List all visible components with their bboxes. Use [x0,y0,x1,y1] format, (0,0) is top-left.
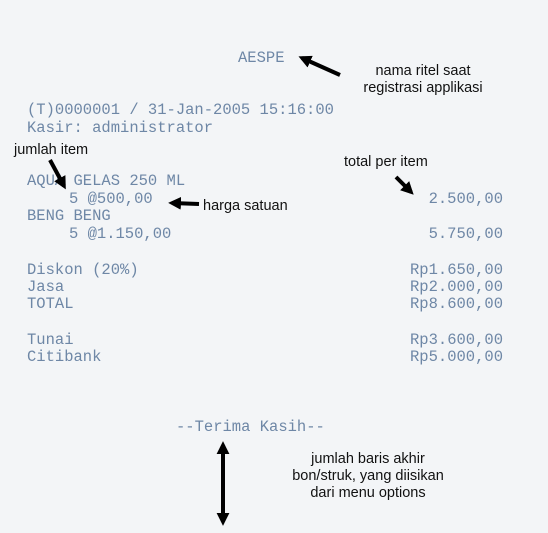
item-count-arrow-icon [50,160,64,186]
service-value: Rp2.000,00 [409,278,503,296]
payment-card-label: Citibank [27,348,102,366]
transaction-line: (T)0000001 / 31-Jan-2005 15:16:00 [27,101,334,119]
cashier-line: Kasir: administrator [27,119,214,137]
store-name-note-line: registrasi applikasi [363,80,483,96]
item-total-arrow-icon [396,177,411,192]
store-name-note-line: nama ritel saat [375,63,471,79]
payment-cash-value: Rp3.600,00 [409,331,503,349]
total-value: Rp8.600,00 [409,295,503,313]
item-qty-price: 5 @1.150,00 [69,225,172,243]
item-total-note: total per item [344,154,428,170]
discount-label: Diskon (20%) [27,261,139,279]
discount-value: Rp1.650,00 [409,261,503,279]
footer-lines-note-line: jumlah baris akhir [311,451,425,467]
item-total: 2.500,00 [428,190,503,208]
service-label: Jasa [27,278,65,296]
unit-price-arrow-icon [172,203,199,204]
store-name-arrow-icon [302,58,340,75]
footer-lines-note-line: bon/struk, yang diisikan [292,468,444,484]
item-name: AQUA GELAS 250 ML [27,172,186,190]
receipt-footer: --Terima Kasih-- [176,418,325,436]
store-name: AESPE [238,49,285,67]
unit-price-note: harga satuan [203,198,288,214]
total-label: TOTAL [27,295,74,313]
payment-cash-label: Tunai [27,331,74,349]
item-count-note: jumlah item [14,142,89,158]
item-qty-price: 5 @500,00 [69,190,153,208]
item-name: BENG BENG [27,207,111,225]
footer-lines-note-line: dari menu options [310,485,426,501]
payment-card-value: Rp5.000,00 [409,348,503,366]
item-total: 5.750,00 [428,225,503,243]
